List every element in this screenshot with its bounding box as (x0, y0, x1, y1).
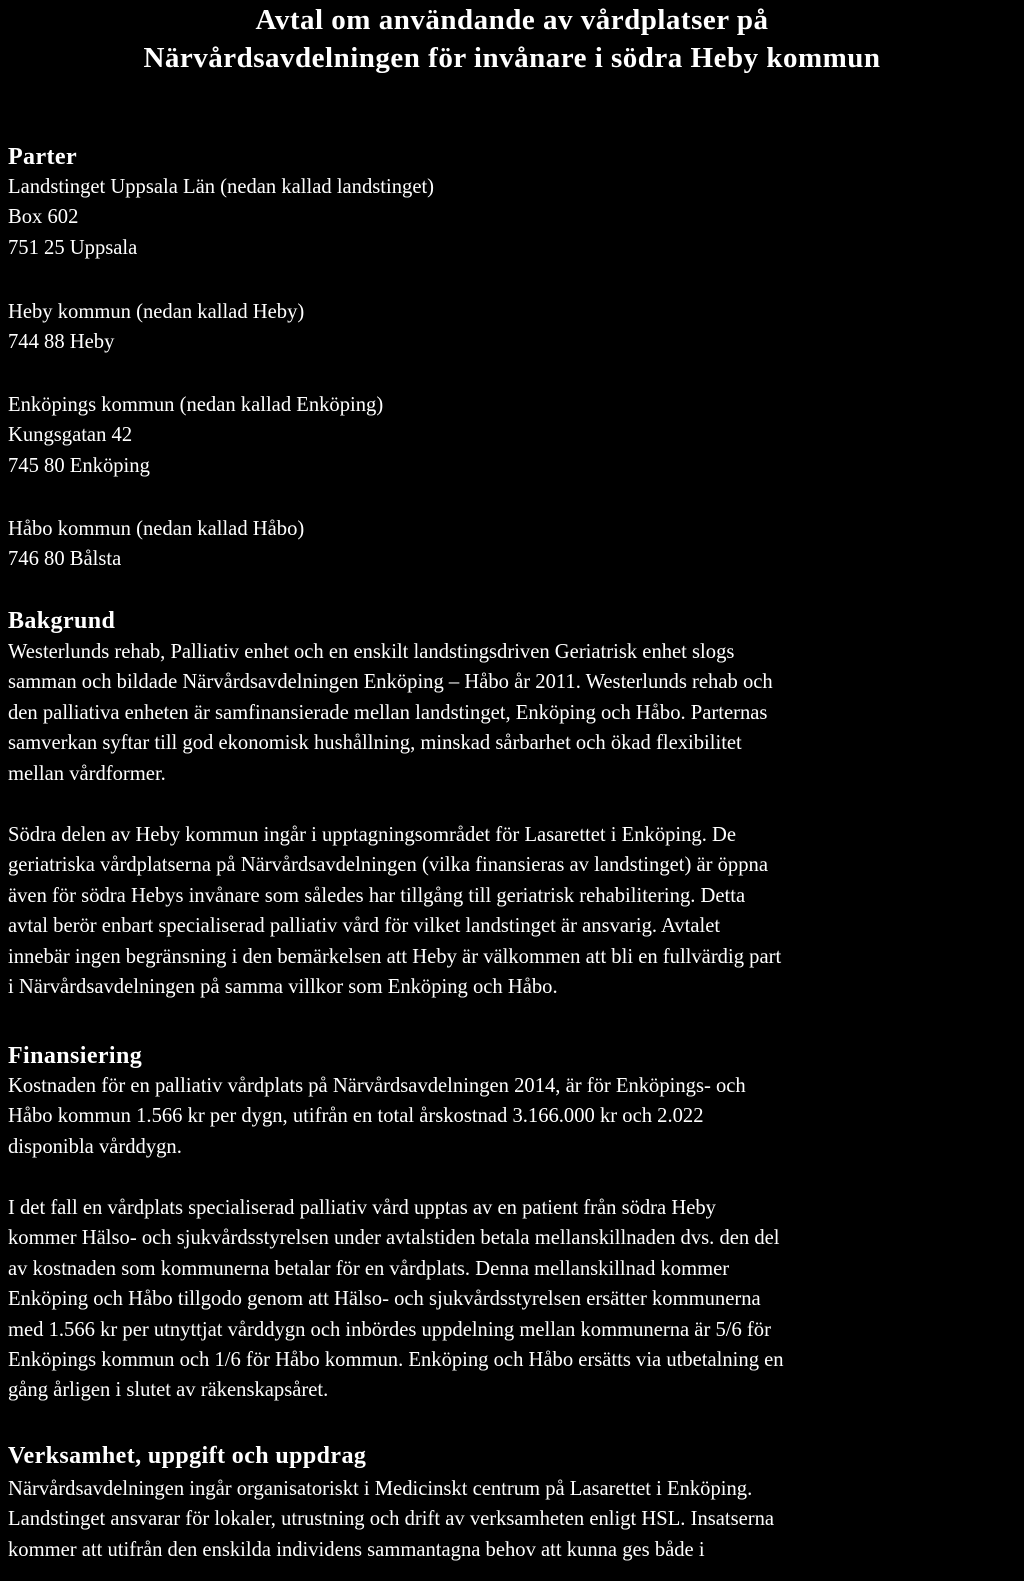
party-habo (8, 514, 1018, 575)
bakgrund-paragraph-2 (8, 820, 1018, 1002)
address-line: Box 602 (8, 206, 79, 229)
section-heading-verksamhet: Verksamhet, uppgift och uppdrag (8, 1443, 367, 1469)
text-line: mellan vårdformer. (8, 762, 166, 785)
address-line: Kungsgatan 42 (8, 424, 133, 447)
text-line: Landstinget ansvarar för lokaler, utrustning och drift av verksamheten enligt HSL. Insatserna (8, 1508, 775, 1531)
text-line: geriatriska vårdplatserna på Närvårdsavdelningen (vilka finansieras av landstinget) är öppna (8, 854, 768, 877)
text-line: avtal berör enbart specialiserad palliativ vård för vilket landstinget är ansvarig. Avtalet (8, 915, 721, 938)
title-line-1: Avtal om användande av vårdplatser på (255, 4, 769, 36)
address-line: Landstinget Uppsala Län (nedan kallad landstinget) (8, 176, 435, 198)
finansiering-paragraph-2 (8, 1193, 1018, 1406)
section-heading-parter: Parter (8, 144, 78, 170)
bakgrund-paragraph-1 (8, 637, 1018, 789)
address-line: Håbo kommun (nedan kallad Håbo) (8, 518, 305, 540)
text-line: kommer att utifrån den enskilda individens sammantagna behov att kunna ges både i (8, 1538, 705, 1561)
text-line: gång årligen i slutet av räkenskapsåret. (8, 1379, 329, 1402)
address-line: Enköpings kommun (nedan kallad Enköping) (8, 394, 384, 416)
text-line: Kostnaden för en palliativ vårdplats på Närvårdsavdelningen 2014, är för Enköpings- och (8, 1075, 746, 1097)
text-line: Enköping och Håbo tillgodo genom att Hälso- och sjukvårdsstyrelsen ersätter kommunerna (8, 1288, 761, 1311)
title-line-2: Närvårdsavdelningen för invånare i södra Heby kommun (143, 42, 881, 74)
finansiering-paragraph-1 (8, 1071, 1018, 1162)
party-enkoping (8, 390, 1018, 481)
text-line: Westerlunds rehab, Palliativ enhet och en enskilt landstingsdriven Geriatrisk enhet slogs (8, 641, 735, 663)
verksamhet-paragraph-1 (8, 1474, 1018, 1565)
section-heading-finansiering: Finansiering (8, 1043, 143, 1069)
text-line: Håbo kommun 1.566 kr per dygn, utifrån en total årskostnad 3.166.000 kr och 2.022 (8, 1105, 704, 1128)
text-line: Närvårdsavdelningen ingår organisatoriskt i Medicinskt centrum på Lasarettet i Enköping. (8, 1478, 753, 1500)
text-line: disponibla vårddygn. (8, 1135, 182, 1158)
address-line: 745 80 Enköping (8, 454, 150, 477)
address-line: 746 80 Bålsta (8, 548, 122, 571)
party-heby (8, 297, 1018, 358)
text-line: Södra delen av Heby kommun ingår i upptagningsområdet för Lasarettet i Enköping. De (8, 824, 737, 846)
address-line: 751 25 Uppsala (8, 236, 138, 259)
text-line: samman och bildade Närvårdsavdelningen Enköping – Håbo år 2011. Westerlunds rehab och (8, 671, 773, 694)
address-line: 744 88 Heby (8, 331, 115, 354)
address-line: Heby kommun (nedan kallad Heby) (8, 301, 305, 323)
document-title (0, 1, 1024, 77)
text-line: även för södra Hebys invånare som således har tillgång till geriatrisk rehabilitering. Detta (8, 884, 746, 907)
text-line: innebär ingen begränsning i den bemärkelsen att Heby är välkommen att bli en fullvärdig part (8, 945, 782, 968)
text-line: samverkan syftar till god ekonomisk hushållning, minskad sårbarhet och ökad flexibilitet (8, 732, 742, 755)
text-line: med 1.566 kr per utnyttjat vårddygn och inbördes uppdelning mellan kommunerna är 5/6 för (8, 1318, 771, 1341)
text-line: den palliativa enheten är samfinansierade mellan landstinget, Enköping och Håbo. Parternas (8, 701, 768, 724)
text-line: av kostnaden som kommunerna betalar för en vårdplats. Denna mellanskillnad kommer (8, 1257, 730, 1280)
section-heading-bakgrund: Bakgrund (8, 608, 116, 634)
text-line: Enköpings kommun och 1/6 för Håbo kommun. Enköping och Håbo ersätts via utbetalning en (8, 1349, 784, 1372)
party-landstinget (8, 172, 1018, 263)
text-line: kommer Hälso- och sjukvårdsstyrelsen under avtalstiden betala mellanskillnaden dvs. den del (8, 1227, 780, 1250)
text-line: i Närvårdsavdelningen på samma villkor som Enköping och Håbo. (8, 976, 558, 999)
text-line: I det fall en vårdplats specialiserad palliativ vård upptas av en patient från södra Heby (8, 1197, 716, 1219)
